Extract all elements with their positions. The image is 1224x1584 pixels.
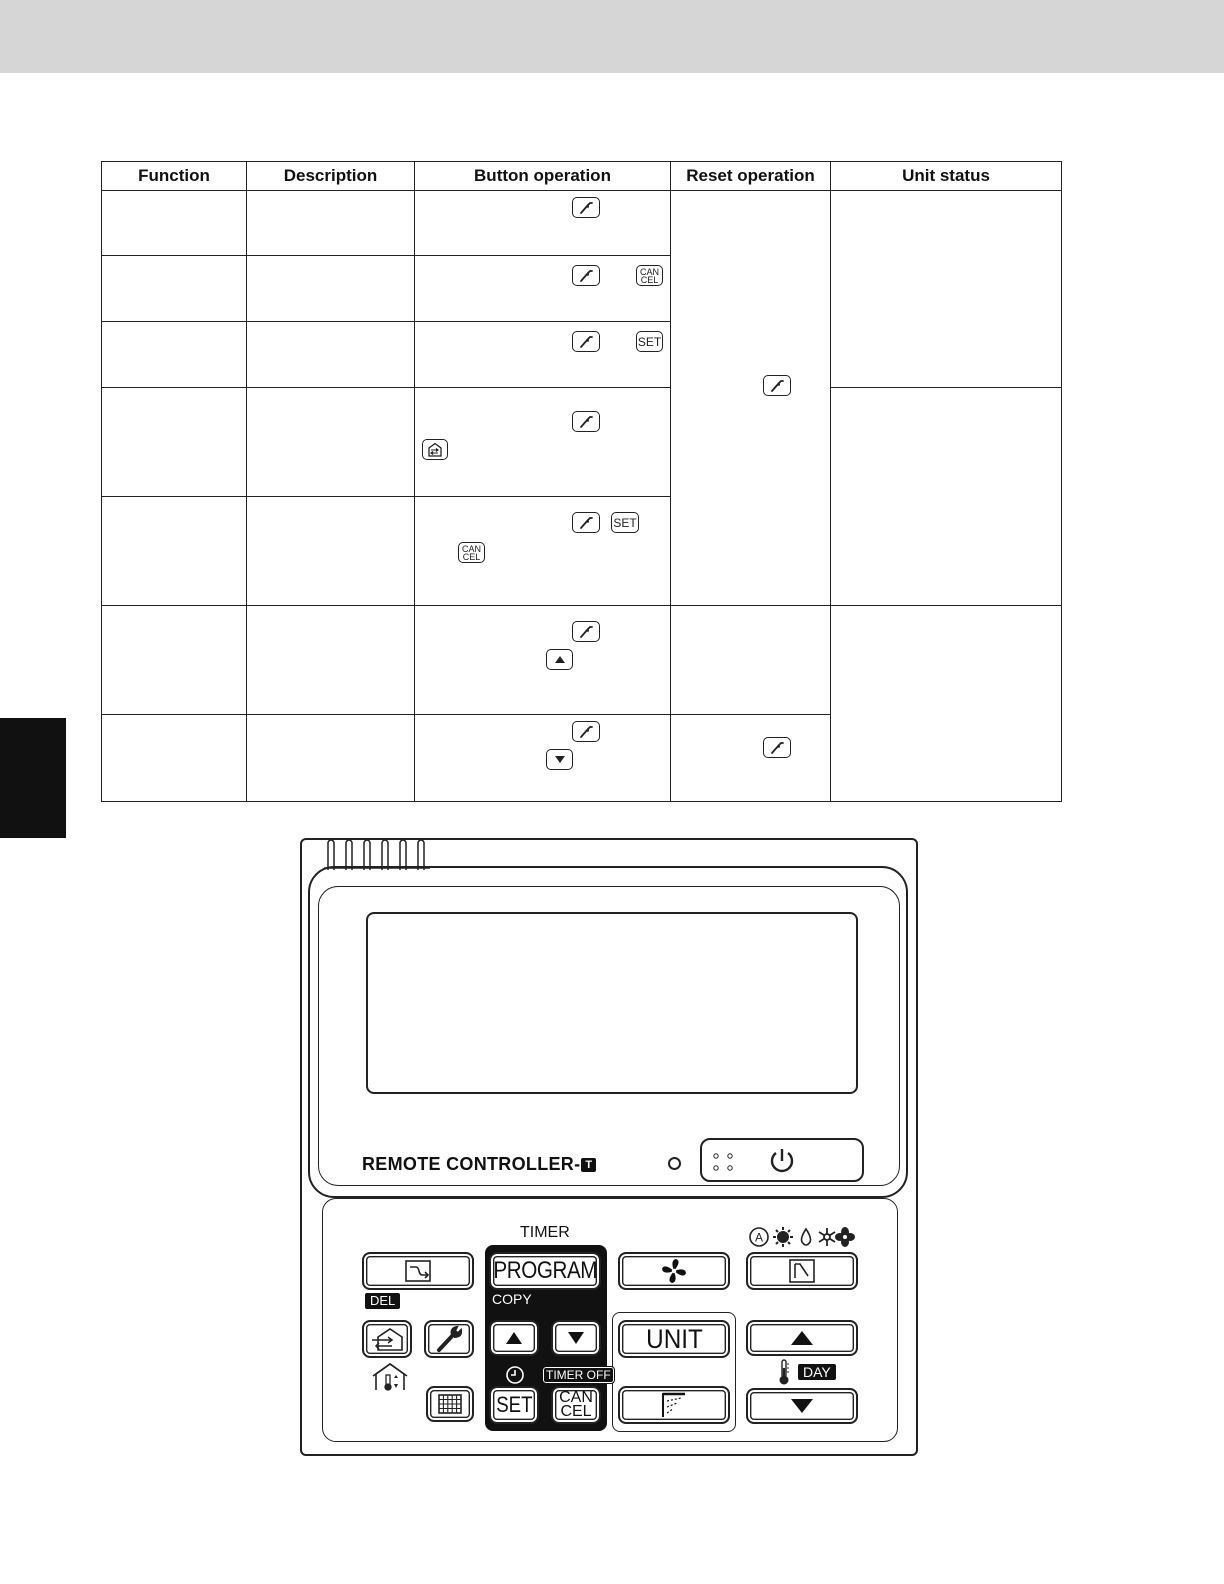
temperature-down-button[interactable]: [746, 1388, 858, 1424]
filter-house-icon: [372, 1362, 408, 1392]
down-arrow-icon: [546, 749, 573, 770]
function-cell: [102, 497, 247, 606]
unit-status-cell: [831, 606, 1062, 802]
button-operation-cell: [415, 715, 671, 802]
louver-button[interactable]: [362, 1252, 474, 1290]
description-cell: [247, 497, 415, 606]
description-cell: [247, 256, 415, 322]
description-cell: [247, 388, 415, 497]
wrench-icon: [572, 621, 600, 642]
lcd-screen: [366, 912, 858, 1094]
cancel-key-icon: [458, 542, 485, 563]
wrench-icon: [763, 375, 791, 396]
table-row: [102, 606, 1062, 715]
operation-lamp: [668, 1157, 681, 1170]
fan-icon: [660, 1257, 688, 1285]
dry-mode-icon: [802, 1229, 811, 1245]
check-button[interactable]: [424, 1320, 474, 1358]
column-header-button-operation: Button operation: [415, 162, 671, 191]
reset-operation-cell: [671, 606, 831, 715]
column-header-reset-operation: Reset operation: [671, 162, 831, 191]
cancel-key-icon: [636, 265, 663, 286]
schedule-button[interactable]: [426, 1386, 474, 1422]
cancel-button[interactable]: [551, 1386, 601, 1424]
description-cell: [247, 191, 415, 256]
sensor-dots-icon: [712, 1152, 734, 1172]
brand-label: REMOTE CONTROLLER- T: [362, 1154, 596, 1175]
function-table: [101, 161, 1062, 802]
mode-icon: [788, 1258, 816, 1284]
mode-icons: [748, 1226, 856, 1248]
fan-speed-button[interactable]: [618, 1252, 730, 1290]
louver-icon: [404, 1259, 432, 1283]
function-cell: [102, 256, 247, 322]
del-label: DEL: [365, 1293, 400, 1309]
program-button[interactable]: PROGRAM: [489, 1252, 601, 1290]
timer-label: TIMER: [520, 1224, 570, 1241]
up-arrow-icon: [546, 649, 573, 670]
timer-down-button[interactable]: [551, 1320, 601, 1356]
up-arrow-icon: [505, 1331, 523, 1345]
brand-badge: T: [581, 1158, 596, 1172]
reset-operation-cell: [671, 191, 831, 606]
down-arrow-icon: [790, 1398, 814, 1414]
cancel-key-text: CAN CEL: [639, 266, 659, 285]
day-label: DAY: [798, 1364, 836, 1380]
cancel-key-text: CAN CEL: [461, 543, 481, 562]
power-button[interactable]: [700, 1138, 864, 1182]
unit-status-cell: [831, 388, 1062, 606]
temperature-up-button[interactable]: [746, 1320, 858, 1356]
fan-mode-icon: [835, 1227, 855, 1247]
thermometer-icon: [777, 1358, 791, 1386]
clock-icon: [505, 1365, 525, 1385]
function-cell: [102, 191, 247, 256]
unit-button[interactable]: UNIT: [618, 1320, 730, 1358]
set-key-icon: SET: [636, 331, 663, 352]
wrench-icon: [572, 512, 600, 533]
button-operation-cell: [415, 191, 671, 256]
down-arrow-icon: [567, 1331, 585, 1345]
timer-up-button[interactable]: [489, 1320, 539, 1356]
swing-button[interactable]: [618, 1386, 730, 1424]
cancel-button-text: CAN CEL: [559, 1389, 593, 1420]
section-tab-marker: [0, 718, 66, 838]
cool-mode-icon: [819, 1228, 835, 1246]
button-operation-cell: [415, 322, 671, 388]
set-button[interactable]: SET: [489, 1386, 539, 1424]
function-cell: [102, 322, 247, 388]
description-cell: [247, 606, 415, 715]
svg-text:A: A: [754, 1230, 764, 1245]
reset-operation-cell: [671, 715, 831, 802]
ventilation-icon: [370, 1326, 404, 1352]
auto-mode-icon: [750, 1228, 768, 1246]
column-header-description: Description: [247, 162, 415, 191]
copy-label: COPY: [492, 1291, 532, 1307]
function-cell: [102, 606, 247, 715]
ventilation-icon: [422, 439, 448, 460]
table-header-row: [102, 162, 1062, 191]
wrench-icon: [572, 331, 600, 352]
function-cell: [102, 715, 247, 802]
header-band: [0, 0, 1224, 73]
table-row: [102, 388, 1062, 497]
wrench-icon: [572, 197, 600, 218]
column-header-function: Function: [102, 162, 247, 191]
ventilation-button[interactable]: [362, 1320, 412, 1358]
heat-mode-icon: [773, 1227, 793, 1247]
grid-icon: [437, 1393, 463, 1415]
table-row: [102, 191, 1062, 256]
mode-button[interactable]: [746, 1252, 858, 1290]
power-icon: [768, 1147, 796, 1175]
up-arrow-icon: [790, 1330, 814, 1346]
description-cell: [247, 715, 415, 802]
button-operation-cell: [415, 256, 671, 322]
button-operation-cell: [415, 388, 671, 497]
swing-icon: [659, 1391, 689, 1419]
wrench-icon: [572, 265, 600, 286]
button-operation-cell: [415, 606, 671, 715]
description-cell: [247, 322, 415, 388]
column-header-unit-status: Unit status: [831, 162, 1062, 191]
wrench-icon: [763, 737, 791, 758]
timer-off-label: TIMER OFF: [543, 1367, 614, 1383]
button-operation-cell: [415, 497, 671, 606]
wrench-icon: [434, 1325, 464, 1353]
remote-controller-illustration: [300, 838, 918, 1456]
set-key-icon: SET: [611, 512, 639, 533]
wrench-icon: [572, 411, 600, 432]
wrench-icon: [572, 721, 600, 742]
unit-status-cell: [831, 191, 1062, 388]
function-cell: [102, 388, 247, 497]
